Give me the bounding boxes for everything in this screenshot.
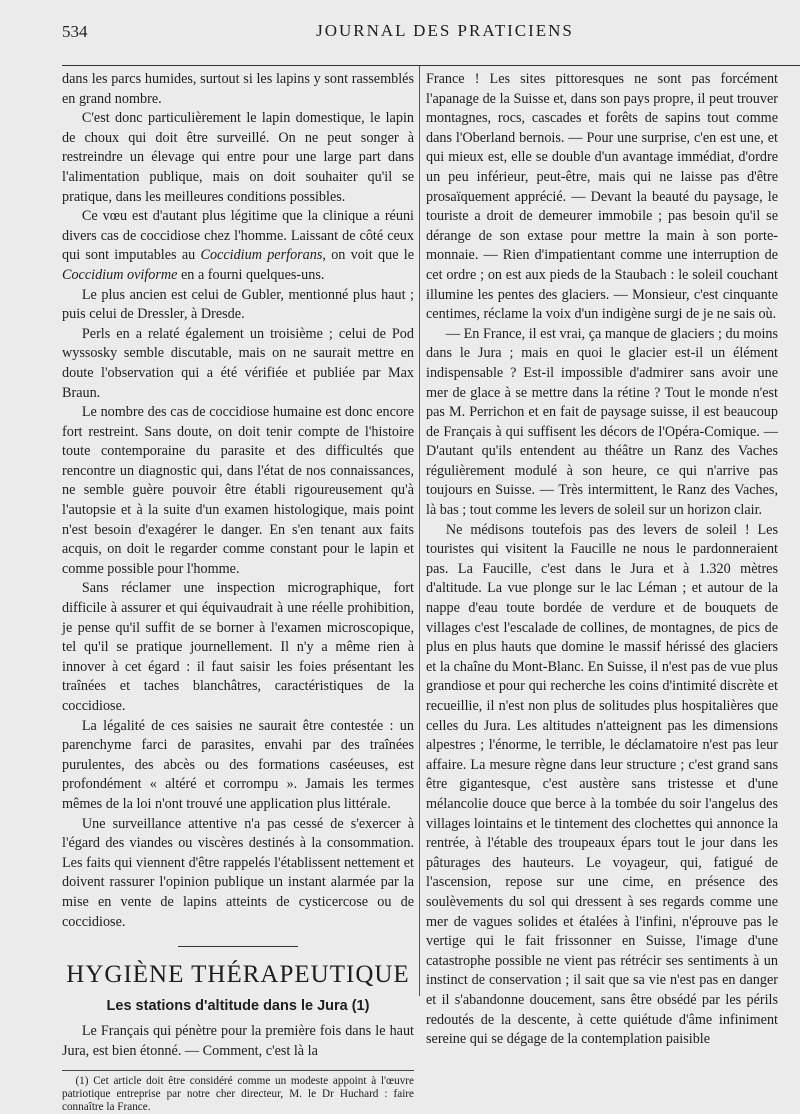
column-divider — [419, 66, 420, 996]
paragraph: Ne médisons toutefois pas des levers de soleil ! Les touristes qui visitent la Faucille ne nous le pardonneraient pas. La Faucille, c'est dans le Jura et à 1.320 mètres d'altitude. La vue plonge sur le lac Léman ; et autour de la nappe d'eau toute bordée de verdure et de bouquets de villages c'est l'escalade de collines, de montagnes, de pics de plus en plus hauts que domine le massif hérissé des glaciers et la chaîne du Mont-Blanc. En Suisse, il n'est pas de vue plus grandiose et pour qui recherche les coins d'intimité discrète et recueillie, il n'est non plus de solitudes plus hospitalières que celles du Jura. Les altitudes n'atteignent pas les dimensions alpestres ; l'énorme, le terrible, le déclamatoire n'est pas leur affaire. La mesure règne dans leur structure ; c'est grand sans être gigantesque, c'est austère sans tristesse et d'une mélancolie douce que berce à la tombée du soir l'angelus des villages lointains et le tintement des clochettes qui annonce la rentrée, à l'étable des troupeaux épars tout le jour dans les pâturages des hauteurs. Le voyageur, qui, fatigué de l'ascension, repose sur une cime, en présence des soulèvements du sol qui dressent à ses regards comme une mer de vagues solides et étalées à l'infini, n'éprouve pas le vertige qui le fait frissonner en Suisse, l'image d'une catastrophe possible ne vient pas rétrécir ses sentiments à un instinct de conservation ; il sait que sa vie n'est pas en danger et il s'abandonne doucement, sans être obsédé par les périls redoutés de la descente, à cette quiétude d'âme infiniment sereine qui se dégage de la contemplation paisible — [426, 521, 778, 1048]
paragraph: C'est donc particulièrement le lapin domestique, le lapin de choux qui doit être surveillé. On ne peut songer à restreindre un élevage qui entre pour une large part dans l'alimentation publique, mais on doit souhaiter qu'il se pratique, dans les meilleures conditions possibles. — [62, 110, 414, 205]
paragraph: Une surveillance attentive n'a pas cessé de s'exercer à l'égard des viandes ou viscères destinés à la consommation. Les faits qui viennent d'être rappelés l'établissent nettement et doivent rassurer l'opinion publique un instant alarmée par la mise en vente de lapins atteints de cysticercose ou de coccidiose. — [62, 815, 414, 930]
italic-term: Coccidium perforans — [200, 247, 323, 264]
footnote-rule — [62, 1070, 414, 1071]
paragraph: France ! Les sites pittoresques ne sont pas forcément l'apanage de la Suisse et, dans son pays propre, il peut trouver montagnes, rocs, cascades et forêts de sapins tout comme dans l'Oberland bernois. — Pour une surprise, c'en est une, et qui mieux est, elle se double d'un avantage immédiat, d'ordre un peu inférieur, peut-être, mais qui ne laisse pas d'être prosaïquement apprécié. — Devant la beauté du paysage, le touriste a droit de demeurer immobile ; pas besoin qu'il se dérange de son extase pour mettre la main à son porte-monnaie. — Rien d'impatientant comme une interruption de cet ordre ; on est aux pieds de la Staubach : le soleil couchant illumine les pentes des glaciers. — Monsieur, c'est cinquante centimes, réclame la voix d'un indigène surgi de je ne sais où. — [426, 71, 778, 323]
paragraph: — En France, il est vrai, ça manque de glaciers ; du moins dans le Jura ; mais en quoi le glacier est-il un élément indispensable ? Est-il impossible d'admirer sans avoir une mer de glace à se mettre dans la rétine ? Tout le monde n'est pas M. Perrichon et en fait de paysage suisse, il est beaucoup de Français à qui suffisent les décors de l'Opéra-Comique. — D'autant qu'ils entendent au théâtre un Ranz des Vaches régulièrement modulé à son heure, ce qui n'arrive pas toujours en Suisse. — Très intermittent, le Ranz des Vaches, là bas ; tout comme les levers de soleil sur un horizon clair. — [426, 325, 778, 519]
page-number: 534 — [62, 22, 88, 41]
paragraph: Ce vœu est d'autant plus légitime que la clinique a réuni divers cas de coccidiose chez l'homme. Laissant de côté ceux qui sont imputables au Coccidium perforans, on voit que le Coccidium oviforme en a fourni quelques-uns. — [62, 208, 414, 283]
section-title: HYGIÈNE THÉRAPEUTIQUE — [66, 961, 410, 989]
paragraph: dans les parcs humides, surtout si les lapins y sont rassemblés en grand nombre. — [62, 71, 414, 107]
paragraph: Le nombre des cas de coccidiose humaine est donc encore fort restreint. Sans doute, on doit tenir compte de l'histoire toute contemporaine du parasite et des difficultés que rencontre un diagnostic qui, dans l'état de nos connaissances, ne semble guère pouvoir être établi rigoureusement qu'à l'autopsie et à la suite d'un examen histologique, mais point n'est besoin d'exagérer le danger. En s'en tenant aux faits acquis, on doit le regarder comme constant pour le lapin et comme possible pour l'homme. — [62, 404, 414, 577]
paragraph: Perls en a relaté également un troisième ; celui de Pod wyssosky semble discutable, mais on ne saurait mettre en doute l'observation qui a été vérifiée et publiée par Max Braun. — [62, 325, 414, 401]
subsection-title: Les stations d'altitude dans le Jura (1) — [106, 997, 370, 1014]
header-rule — [62, 65, 800, 66]
italic-term: Coccidium oviforme — [62, 266, 178, 283]
left-column — [62, 70, 414, 1114]
paragraph: Sans réclamer une inspection micrographique, fort difficile à assurer et qui équivaudrait à une réelle prohibition, je pense qu'il suffit de se borner à l'examen microscopique, tel qu'il se pratique journellement. Il n'y a même rien à innover à cet égard : il faut saisir les foies présentant les traînées et taches blanchâtres, caractéristiques de la coccidiose. — [62, 580, 414, 714]
page-header — [0, 18, 800, 48]
paragraph: Le plus ancien est celui de Gubler, mentionné plus haut ; puis celui de Dressler, à Dresde. — [62, 286, 414, 323]
section-separator — [178, 946, 298, 947]
right-column — [426, 70, 778, 1050]
paragraph: Le Français qui pénètre pour la première fois dans le haut Jura, est bien étonné. — Comment, c'est là la — [62, 1023, 414, 1059]
journal-title: JOURNAL DES PRATICIENS — [316, 21, 574, 40]
footnote: (1) Cet article doit être considéré comme un modeste appoint à l'œuvre patriotique entreprise par notre cher directeur, M. le Dr Huchard : faire connaître la France. — [62, 1074, 414, 1113]
paragraph: La légalité de ces saisies ne saurait être contestée : un parenchyme farci de parasites, envahi par des traînées purulentes, des abcès ou des formations caséeuses, est profondément « altéré et corrompu ». Jamais les termes mêmes de la loi n'ont trouvé une application plus littérale. — [62, 717, 414, 812]
